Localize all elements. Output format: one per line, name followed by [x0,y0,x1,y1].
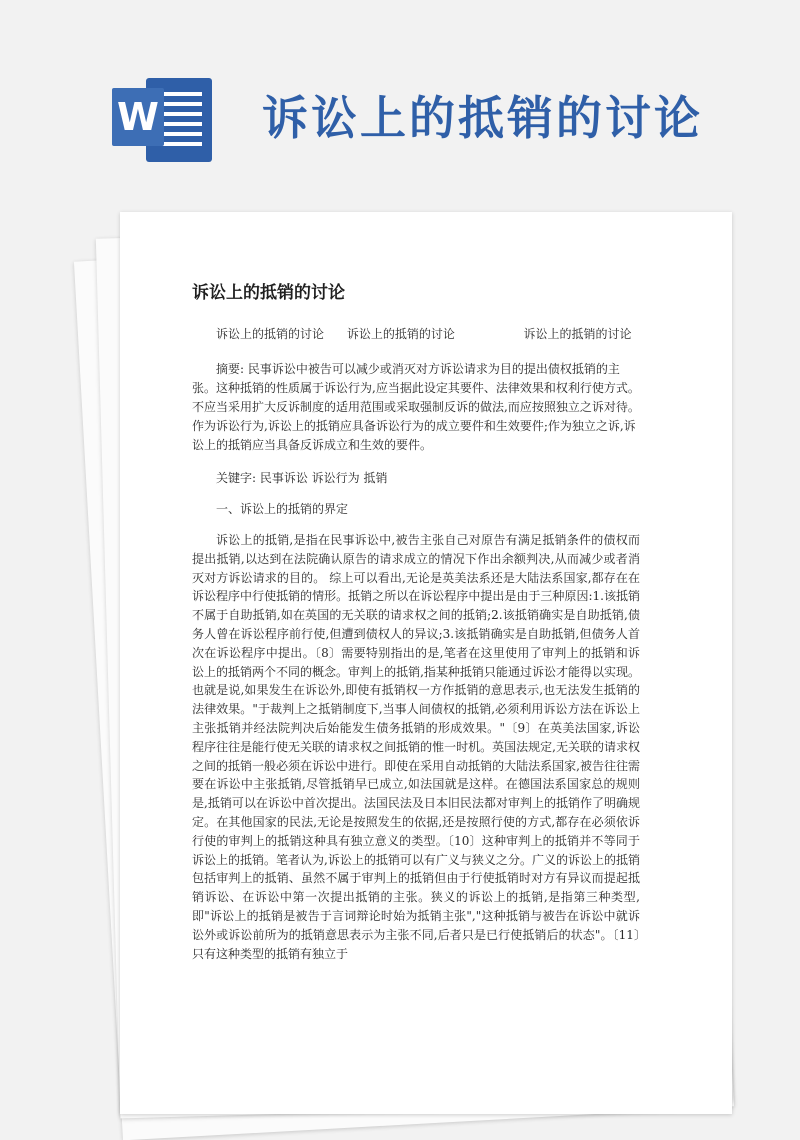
word-document-icon [112,72,214,164]
document-title: 诉讼上的抵销的讨论 [192,283,345,303]
abstract-paragraph: 摘要: 民事诉讼中被告可以减少或消灭对方诉讼请求为目的提出债权抵销的主张。这种抵销的性质属于诉讼行为,应当据此设定其要件、法律效果和权利行使方式。不应当采用扩大反诉制度的适用范围或采取强制反诉的做法,而应按照独立之诉对待。作为诉讼行为,诉讼上的抵销应具备诉讼行为的成立要件和生效要件;作为独立之诉,诉讼上的抵销应当具备反诉成立和生效的要件。 [192,362,640,452]
banner-title: 诉讼上的抵销的讨论 [262,91,703,145]
header-banner [0,0,800,200]
section-heading: 一、诉讼上的抵销的界定 [216,502,349,516]
body-paragraph: 诉讼上的抵销,是指在民事诉讼中,被告主张自己对原告有满足抵销条件的债权而提出抵销,以达到在法院确认原告的请求成立的情况下作出余额判决,从而减少或者消灭对方诉讼请求的目的。 综上可以看出,无论是英美法系还是大陆法系国家,都存在在诉讼程序中行使抵销的情形。抵销之所以在诉讼程序中提出是由于三种原因:1.该抵销不属于自助抵销,如在英国的无关联的请求权之间的抵销;2.该抵销确实是自助抵销,债务人曾在诉讼程序前行使,但遭到债权人的异议;3.该抵销确实是自助抵销,但债务人首次在诉讼程序中提出。〔8〕需要特别指出的是,笔者在这里使用了审判上的抵销和诉讼上的抵销两个不同的概念。审判上的抵销,指某种抵销只能通过诉讼才能得以实现。也就是说,如果发生在诉讼外,即使有抵销权一方作抵销的意思表示,也无法发生抵销的法律效果。"于裁判上之抵销制度下,当事人间债权的抵销,必须利用诉讼方法在诉讼上主张抵销并经法院判决后始能发生债务抵销的形成效果。"〔9〕在英美法国家,诉讼程序往往是能行使无关联的请求权之间抵销的惟一时机。英国法规定,无关联的请求权之间的抵销一般必须在诉讼中进行。即使在采用自动抵销的大陆法系国家,被告往往需要在诉讼中主张抵销,尽管抵销早已成立,如法国就是这样。在德国法系国家总的规则是,抵销可以在诉讼中首次提出。法国民法及日本旧民法都对审判上的抵销作了明确规定。在其他国家的民法,无论是按照发生的依据,还是按照行使的方式,都存在必须依诉行使的审判上的抵销这种具有独立意义的类型。〔10〕这种审判上的抵销并不等同于诉讼上的抵销。笔者认为,诉讼上的抵销可以有广义与狭义之分。广义的诉讼上的抵销包括审判上的抵销、虽然不属于审判上的抵销但由于行使抵销时对方有异议而提起抵销诉讼、在诉讼中第一次提出抵销的主张。狭义的诉讼上的抵销,是指第三种类型,即"诉讼上的抵销是被告于言词辩论时始为抵销主张","这种抵销与被告在诉讼中就诉讼外或诉讼前所为的抵销意思表示为主张不同,后者只是已行使抵销后的状态"。〔11〕只有这种类型的抵销有独立于 [192,533,640,961]
page-content [192,278,640,963]
word-icon-letter: W [112,88,164,146]
keywords-line: 关键字: 民事诉讼 诉讼行为 抵销 [216,471,388,485]
document-page [120,212,732,1114]
document-subline: 诉讼上的抵销的讨论 诉讼上的抵销的讨论 诉讼上的抵销的讨论 [216,327,632,341]
